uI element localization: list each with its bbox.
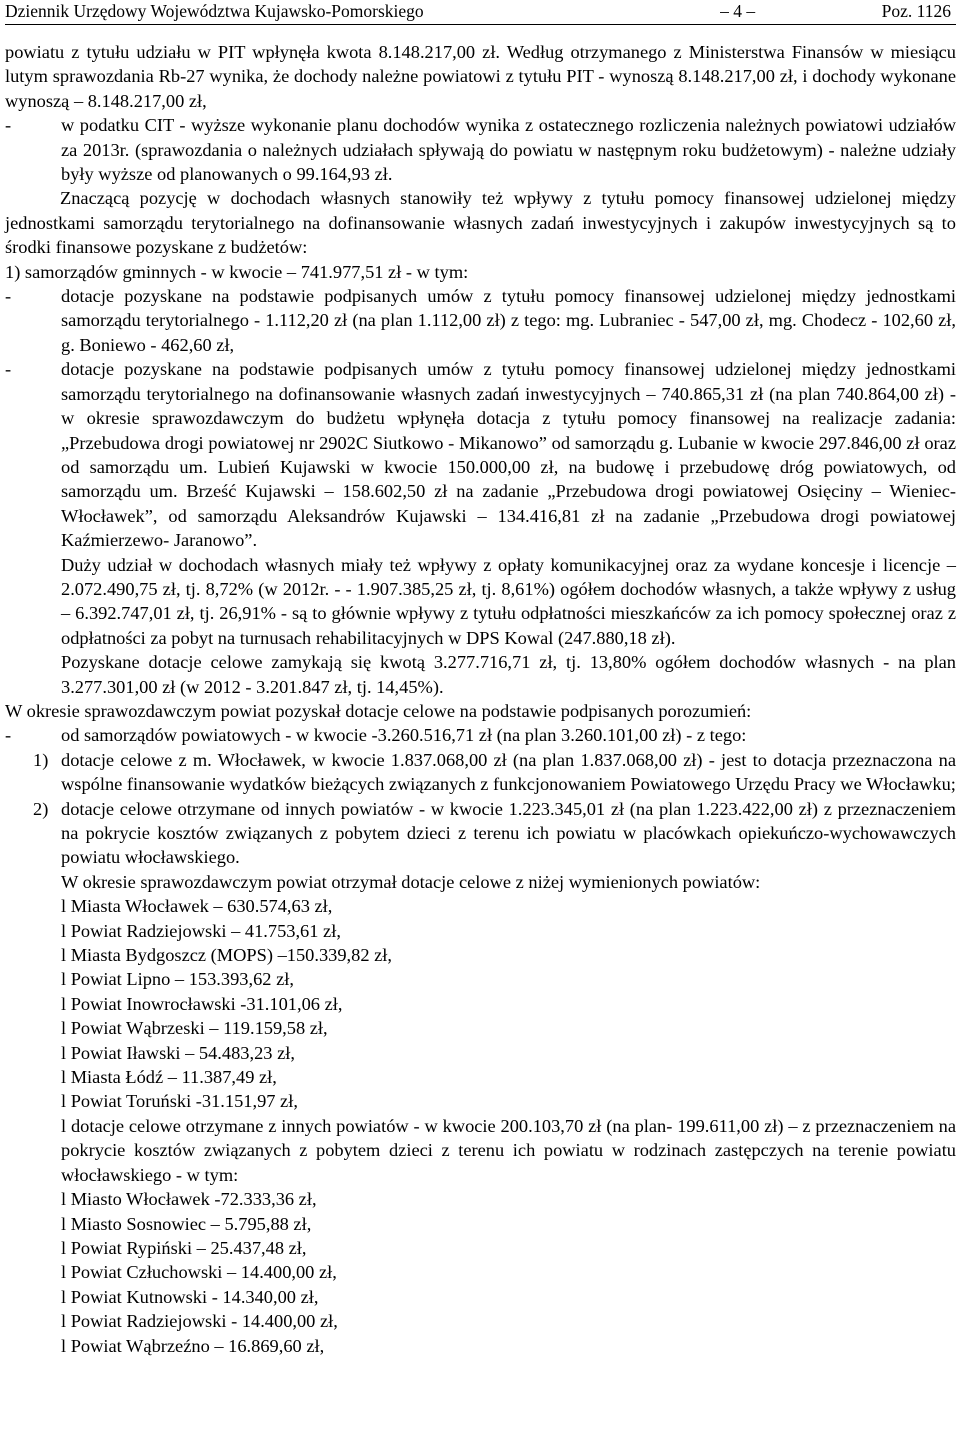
- list-item: l Miasto Włocławek -72.333,36 zł,: [61, 1189, 317, 1210]
- list-item: l Powiat Iławski – 54.483,23 zł,: [61, 1042, 295, 1063]
- dash-marker: -: [5, 725, 12, 746]
- paragraph-foster-families-text: l dotacje celowe otrzymane z innych powiatów - w kwocie 200.103,70 zł (na plan- 199.611,00 zł) – z przeznaczeniem na pokrycie kosztów związanych z pobytem dzieci z terenu ich powiatu w rodzinach zastępczych na terenie powiatu włocławskiego - w tym:: [61, 1115, 956, 1185]
- dash-marker: -: [5, 359, 12, 380]
- paragraph-foster-families: [5, 1114, 956, 1187]
- paragraph-targeted-grants: [5, 650, 956, 699]
- paragraph-county-grants: od samorządów powiatowych - w kwocie -3.260.516,71 zł (na plan 3.260.101,00 zł) - z tego:: [61, 725, 747, 746]
- county-list-2: [5, 1187, 956, 1358]
- journal-title: Dziennik Urzędowy Województwa Kujawsko-Pomorskiego: [5, 1, 424, 21]
- list-item: l Powiat Radziejowski – 41.753,61 zł,: [61, 920, 341, 941]
- list-item: l Miasta Włocławek – 630.574,63 zł,: [61, 896, 333, 917]
- position-number: Poz. 1126: [881, 1, 951, 21]
- list-item-wloclawek-grant: [5, 748, 956, 797]
- list-item: l Powiat Człuchowski – 14.400,00 zł,: [61, 1262, 337, 1283]
- list-item-cit: [5, 113, 956, 186]
- paragraph-communication-fees-text: Duży udział w dochodach własnych miały też wpływy z opłaty komunikacyjnej oraz za wydane koncesje i licencje – 2.072.490,75 zł, tj. 8,72% (w 2012r. - - 1.907.385,25 zł, tj. 8,61%) ogółem dochodów własnych, a także wpływy z usług – 6.392.747,01 zł, tj. 26,91% - są to głównie wpływy z tytułu odpłatności mieszkańców za ich pomocy społecznej oraz z odpłatności za pobyt na turnusach rehabilitacyjnych w DPS Kowal (247.880,18 zł).: [61, 554, 956, 648]
- list-item: l Miasta Łódź – 11.387,49 zł,: [61, 1067, 277, 1088]
- paragraph-cit: w podatku CIT - wyższe wykonanie planu dochodów wynika z ostatecznego rozliczenia należnych powiatowi udziałów za 2013r. (sprawozdania o należnych udziałach spływają do powiatu w następnym roku budżetowym) - należne udziały były wyższe od planowanych o 99.164,93 zł.: [61, 115, 956, 185]
- paragraph-received-grants-text: W okresie sprawozdawczym powiat otrzymał dotacje celowe z niżej wymienionych powiatów:: [61, 871, 761, 892]
- paragraph-other-counties: dotacje celowe otrzymane od innych powiatów - w kwocie 1.223.345,01 zł (na plan 1.223.422,00 zł) z przeznaczeniem na pokrycie kosztów związanych z pobytem dzieci z terenu ich powiatu w placówkach opiekuńczo-wychowawczych powiatu włocławskiego.: [61, 798, 956, 868]
- list-item: l Powiat Radziejowski - 14.400,00 zł,: [61, 1311, 338, 1332]
- paragraph-communication-fees: [5, 553, 956, 651]
- paragraph-wloclawek-grant: dotacje celowe z m. Włocławek, w kwocie 1.837.068,00 zł (na plan 1.837.068,00 zł) - jest to dotacja przeznaczona na wspólne finansowanie wydatków bieżących związanych z funkcjonowaniem Powiatowego Urzędu Pracy we Włocławku;: [61, 749, 956, 795]
- paragraph-financial-aid: Znaczącą pozycję w dochodach własnych stanowiły też wpływy z tytułu pomocy finansowej udzielonej między jednostkami samorządu terytorialnego na dofinansowanie własnych zadań inwestycyjnych i zakupów inwestycyjnych są to środki finansowe pozyskane z budżetów:: [5, 188, 956, 258]
- number-marker: 1): [33, 749, 49, 770]
- dash-marker: -: [5, 286, 12, 307]
- paragraph-targeted-grants-text: Pozyskane dotacje celowe zamykają się kwotą 3.277.716,71 zł, tj. 13,80% ogółem dochodów własnych - na plan 3.277.301,00 zł (w 2012 - 3.201.847 zł, tj. 14,45%).: [61, 652, 956, 697]
- page-number: – 4 –: [720, 1, 756, 21]
- list-item-grants-2: [5, 357, 956, 552]
- paragraph-pit: powiatu z tytułu udziału w PIT wpłynęła kwota 8.148.217,00 zł. Według otrzymanego z Ministerstwa Finansów w miesiącu lutym sprawozdania Rb-27 wynika, że dochody należne powiatowi z tytułu PIT - wynoszą 8.148.217,00 zł, i dochody wykonane wynoszą – 8.148.217,00 zł,: [5, 42, 956, 111]
- dash-marker: -: [5, 115, 12, 136]
- paragraph-received-grants: [5, 870, 956, 894]
- list-item: l Miasto Sosnowiec – 5.795,88 zł,: [61, 1213, 312, 1234]
- list-item: l Miasta Bydgoszcz (MOPS) –150.339,82 zł,: [61, 945, 393, 966]
- list-item: l Powiat Toruński -31.151,97 zł,: [61, 1091, 298, 1112]
- list-item-other-counties: [5, 797, 956, 870]
- paragraph-grants-2: dotacje pozyskane na podstawie podpisanych umów z tytułu pomocy finansowej udzielonej między jednostkami samorządu terytorialnego na dofinansowanie własnych zadań inwestycyjnych – 740.865,31 zł (na plan 740.864,00 zł) - w okresie sprawozdawczym do budżetu wpłynęła dotacja z tytułu pomocy finansowej na realizacje zadania: „Przebudowa drogi powiatowej nr 2902C Siutkowo - Mikanowo” od samorządu g. Lubanie w kwocie 297.846,00 zł oraz od samorządu um. Lubień Kujawski w kwocie 150.000,00 zł, na budowę i przebudowę dróg powiatowych, od samorządu um. Brześć Kujawski – 158.602,50 zł na zadanie „Przebudowa drogi powiatowej Osięciny – Wieniec-Włocławek”, od samorządu Aleksandrów Kujawski – 134.416,81 zł na zadanie „Przebudowa drogi powiatowej Kaźmierzewo- Jaranowo”.: [61, 359, 956, 551]
- paragraph-grants-1: dotacje pozyskane na podstawie podpisanych umów z tytułu pomocy finansowej udzielonej między jednostkami samorządu terytorialnego - 1.112,20 zł (na plan 1.112,00 zł) z tego: mg. Lubraniec - 547,00 zł, mg. Chodecz - 102,60 zł, g. Boniewo - 462,60 zł,: [61, 286, 956, 355]
- list-item: l Powiat Wąbrzeźno – 16.869,60 zł,: [61, 1335, 325, 1356]
- paragraph-agreements: W okresie sprawozdawczym powiat pozyskał dotacje celowe na podstawie podpisanych porozumień:: [5, 700, 752, 721]
- list-item: l Powiat Inowrocławski -31.101,06 zł,: [61, 993, 343, 1014]
- paragraph-municipal: 1) samorządów gminnych - w kwocie – 741.977,51 zł - w tym:: [5, 261, 469, 282]
- list-item: l Powiat Wąbrzeski – 119.159,58 zł,: [61, 1018, 328, 1039]
- list-item-county-grants: [5, 723, 956, 747]
- list-item: l Powiat Lipno – 153.393,62 zł,: [61, 969, 294, 990]
- number-marker: 2): [33, 798, 49, 819]
- county-list-1: [5, 894, 956, 1114]
- page-header: [5, 0, 956, 25]
- list-item-grants-1: [5, 284, 956, 357]
- list-item: l Powiat Rypiński – 25.437,48 zł,: [61, 1237, 307, 1258]
- list-item: l Powiat Kutnowski - 14.340,00 zł,: [61, 1286, 319, 1307]
